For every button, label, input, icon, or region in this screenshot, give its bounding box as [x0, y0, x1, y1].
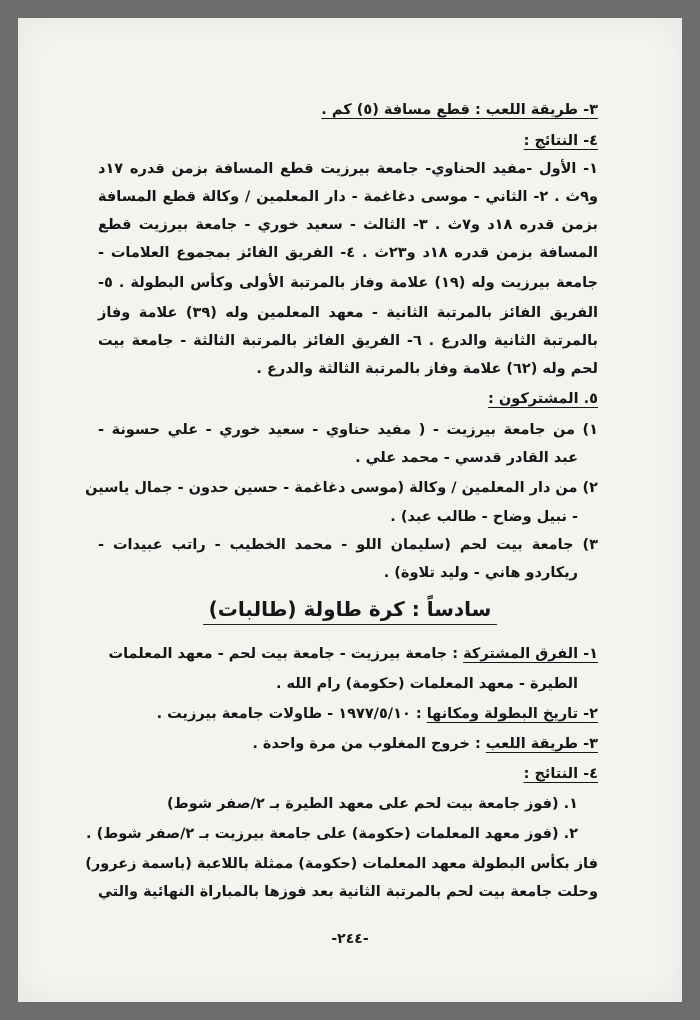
results-text-line: بالمرتبة الثانية والدرع . ٦- الفريق الفائز بالمرتبة الثالثة - جامعة بيت	[98, 333, 598, 349]
results-text-line: و٩ث . ٢- الثاني - موسى دغاغمة - دار المعلمين / وكالة قطع المسافة	[98, 189, 598, 205]
results-text-line: الفريق الفائز بالمرتبة الثانية - معهد المعلمين وله (٣٩) علامة وفاز	[98, 305, 598, 321]
participants-list-item: ٢) من دار المعلمين / وكالة (موسى دغاغمة - حسين حدون - جمال ياسين	[85, 480, 598, 496]
participants-list-item: ٣) جامعة بيت لحم (سليمان اللو - محمد الخطيب - راتب عبيدات -	[98, 537, 598, 553]
results-text-line: فاز بكأس البطولة معهد المعلمات (حكومة) ممثلة باللاعبة (باسمة زعرور)	[85, 856, 598, 872]
participants-heading: ٥. المشتركون :	[488, 391, 598, 407]
play-method-text: : خروج المغلوب من مرة واحدة .	[252, 736, 486, 752]
results-text-line: ١- الأول -مفيد الحناوي- جامعة بيرزيت قطع المسافة بزمن قدره ١٧د	[98, 161, 598, 177]
results-text-line: وحلت جامعة بيت لحم بالمرتبة الثانية بعد فوزها بالمباراة النهائية والتي	[98, 884, 598, 900]
results-heading: ٤- النتائج :	[523, 766, 598, 782]
participants-list-item: ١) من جامعة بيرزيت - ( مفيد حناوي - سعيد خوري - علي حسونة -	[98, 422, 598, 438]
play-method-heading: ٣- طريقة اللعب	[485, 736, 598, 752]
date-text: : ١٩٧٧/٥/١٠ - طاولات جامعة بيرزيت .	[156, 706, 427, 722]
teams-heading: ١- الفرق المشتركة	[463, 646, 598, 662]
section-title-text: سادساً : كرة طاولة (طالبات)	[203, 597, 498, 625]
result-item: ٢. (فوز معهد المعلمات (حكومة) على جامعة بيرزيت بـ ٢/صفر شوط) .	[86, 826, 578, 842]
teams-line	[98, 644, 598, 664]
result-item: ١. (فوز جامعة بيت لحم على معهد الطيرة بـ ٢/صفر شوط)	[167, 796, 578, 812]
results-text-line: جامعة بيرزيت وله (١٩) علامة وفاز بالمرتبة الأولى وكأس البطولة . ٥-	[98, 275, 598, 291]
date-heading: ٢- تاريخ البطولة ومكانها	[426, 706, 598, 722]
page-number: -٢٤٤-	[331, 931, 369, 947]
results-text-line: لحم وله (٦٢) علامة وفاز بالمرتبة الثالثة والدرع .	[256, 361, 598, 377]
document-page	[18, 18, 682, 1002]
document-body	[18, 18, 682, 1002]
participants-list-item: ريكاردو هاني - وليد تلاوة) .	[383, 565, 578, 581]
results-text-line: المسافة بزمن قدره ١٨د و٢٣ث . ٤- الفريق الفائز بمجموع العلامات -	[98, 245, 598, 261]
participants-list-item: - نبيل وضاح - طالب عبد) .	[390, 509, 578, 525]
participants-list-item: عبد القادر قدسي - محمد علي .	[355, 450, 578, 466]
section-title	[18, 596, 682, 622]
teams-line: الطيرة - معهد المعلمات (حكومة) رام الله .	[275, 676, 578, 692]
teams-text: : جامعة بيرزيت - جامعة بيت لحم - معهد المعلمات	[108, 646, 464, 662]
date-line	[98, 704, 598, 724]
results-text-line: بزمن قدره ١٨د و٧ث . ٣- الثالث - سعيد خوري - جامعة بيرزيت قطع	[98, 217, 598, 233]
play-method-line: ٣- طريقة اللعب : قطع مسافة (٥) كم .	[321, 102, 598, 118]
results-heading: ٤- النتائج :	[523, 133, 598, 149]
play-method-line	[98, 734, 598, 754]
